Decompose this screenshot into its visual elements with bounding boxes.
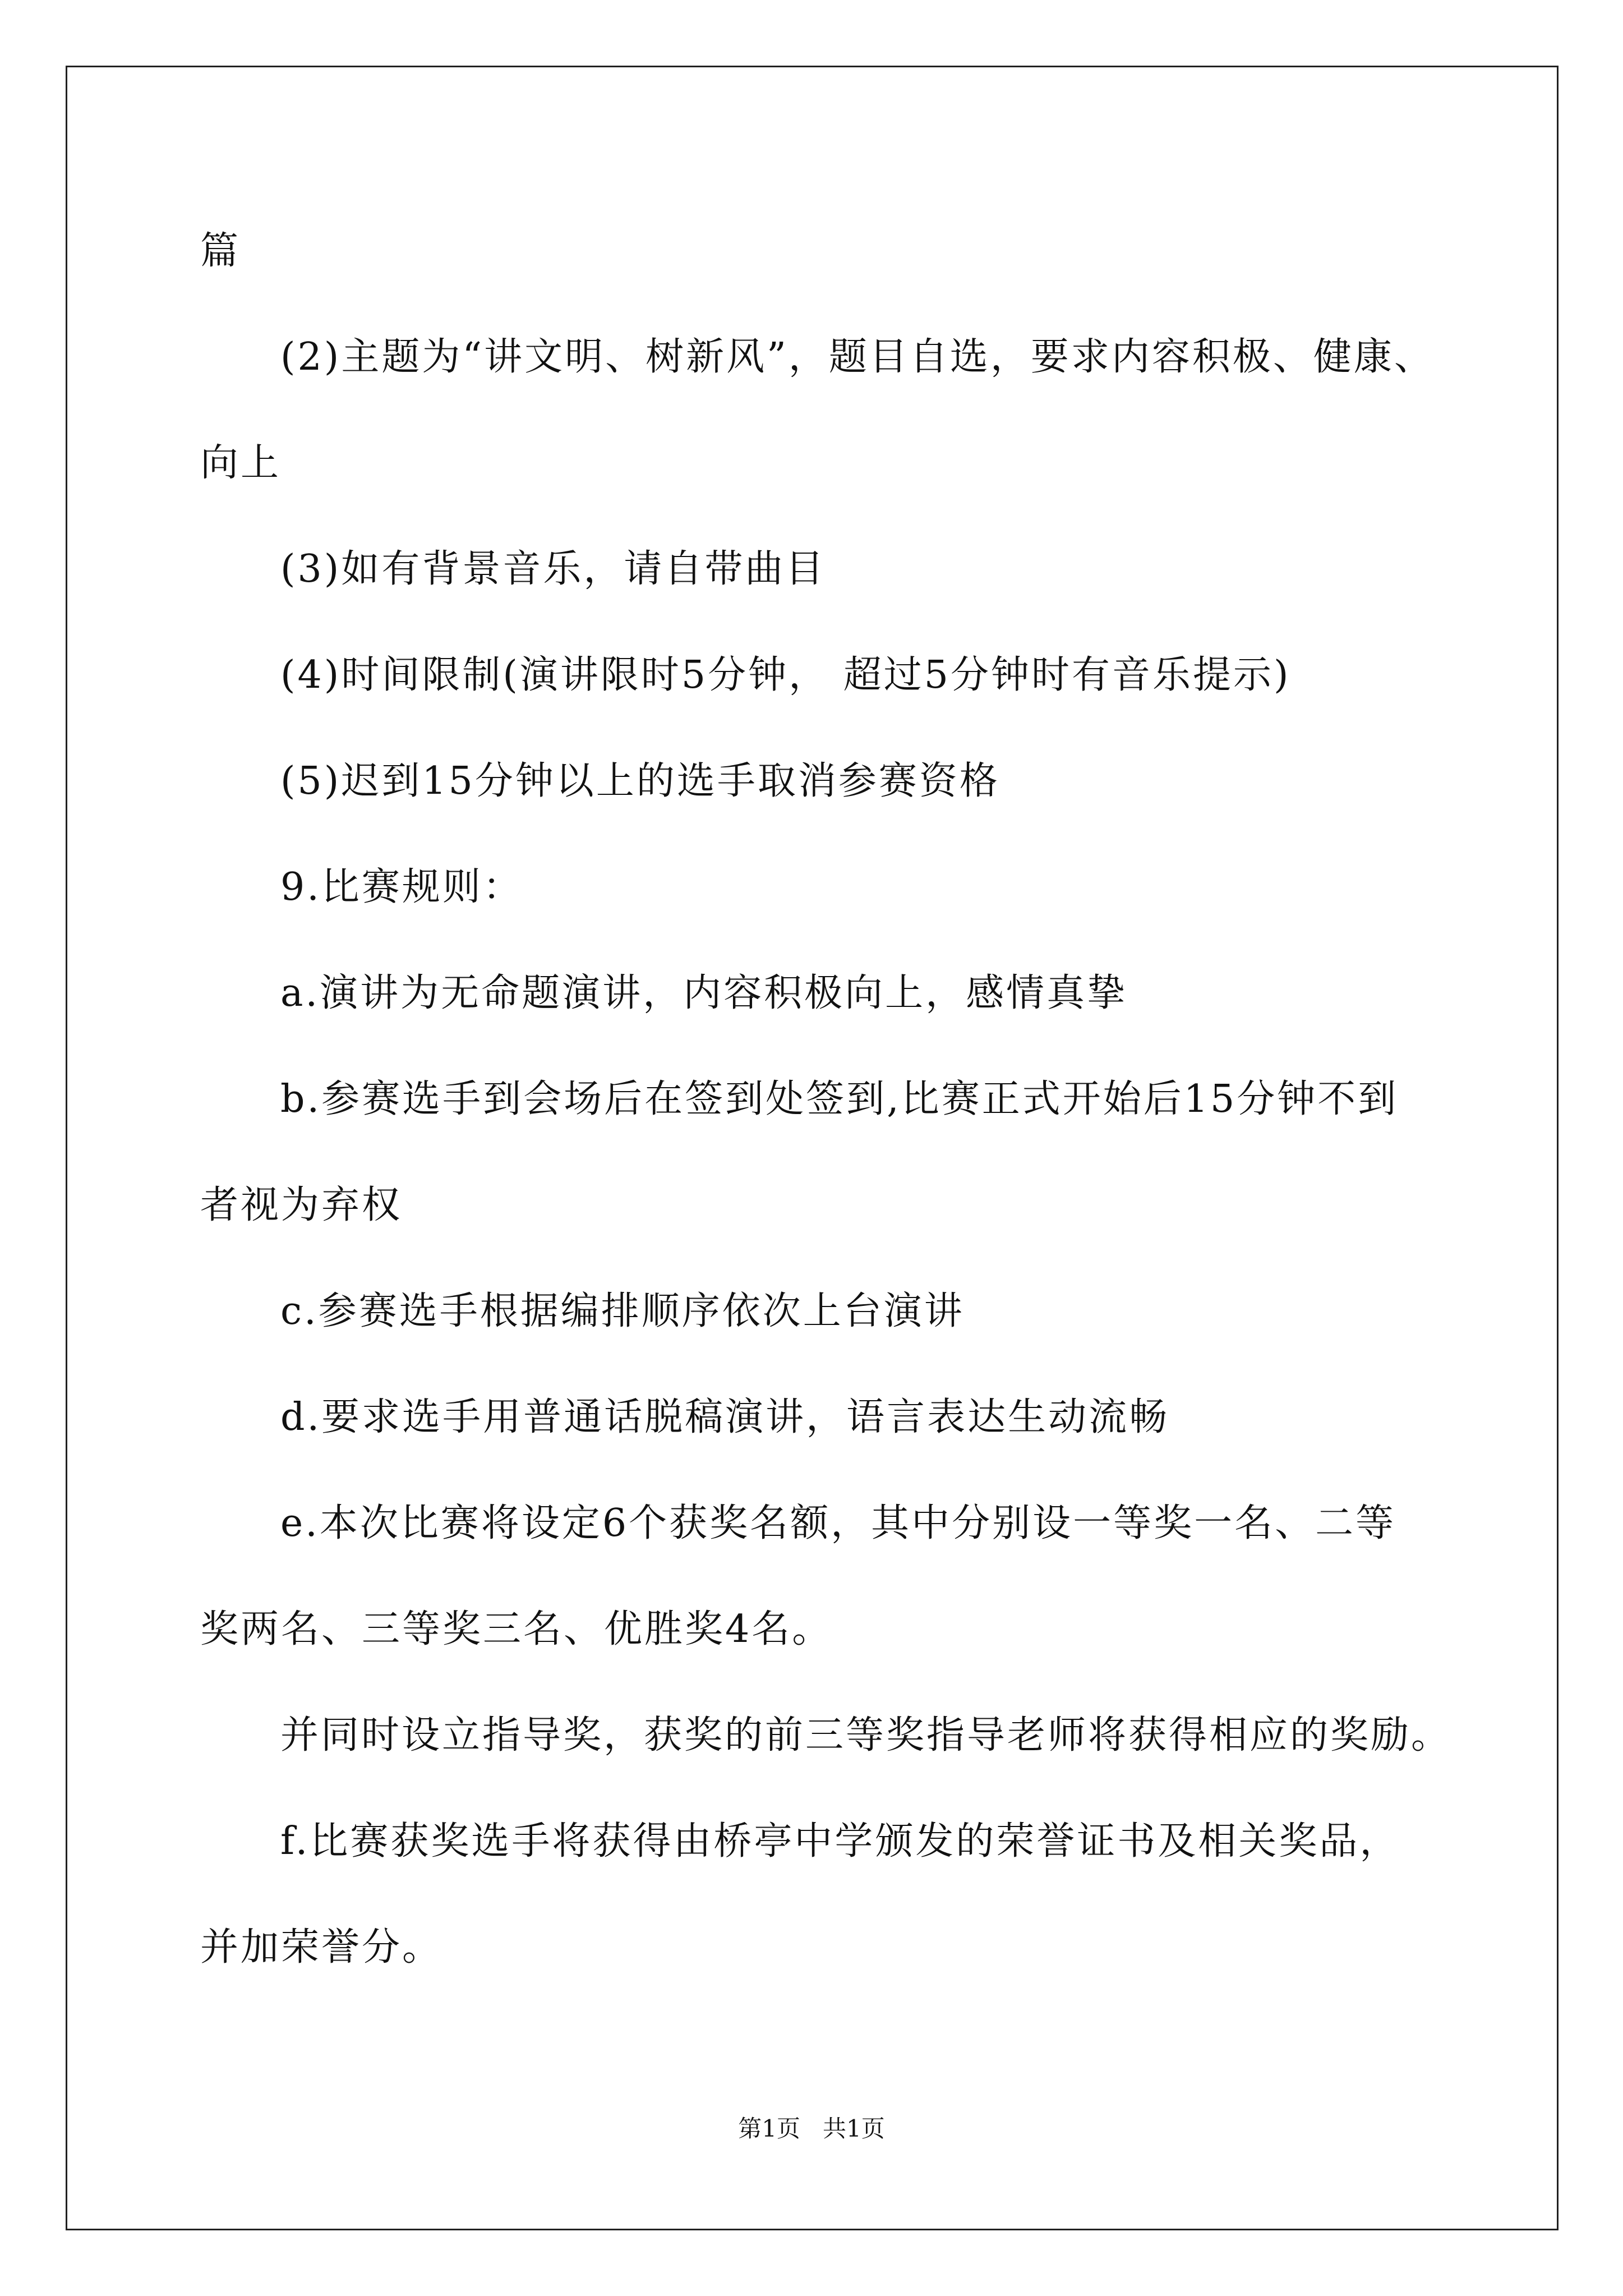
text-line-rule-e: e.本次比赛将设定6个获奖名额，其中分别设一等奖一名、二等 — [280, 1501, 1396, 1545]
text-line-item-5: (5)迟到15分钟以上的选手取消参赛资格 — [280, 759, 1000, 803]
text-line-item-2-cont: 向上 — [200, 441, 282, 485]
text-line-rule-f-cont: 并加荣誉分。 — [200, 1925, 443, 1970]
page-border — [66, 66, 1559, 2230]
text-line-rule-a: a.演讲为无命题演讲，内容积极向上，感情真挚 — [280, 971, 1128, 1015]
section-heading-rules: 9.比赛规则： — [280, 865, 523, 909]
text-line-rule-f: f.比赛获奖选手将获得由桥亭中学颁发的荣誉证书及相关奖品， — [280, 1819, 1400, 1864]
text-line-rule-d: d.要求选手用普通话脱稿演讲，语言表达生动流畅 — [280, 1395, 1170, 1439]
text-line-rule-c: c.参赛选手根据编排顺序依次上台演讲 — [280, 1289, 965, 1333]
page-number-footer: 第1页 共1页 — [738, 2115, 885, 2142]
text-line-rule-b: b.参赛选手到会场后在签到处签到,比赛正式开始后15分钟不到 — [280, 1077, 1399, 1121]
text-line-item-3: (3)如有背景音乐，请自带曲目 — [280, 547, 826, 591]
text-line-item-2: (2)主题为“讲文明、树新风”，题目自选，要求内容积极、健康、 — [280, 335, 1435, 379]
text-line-instructor-award: 并同时设立指导奖，获奖的前三等奖指导老师将获得相应的奖励。 — [280, 1713, 1452, 1757]
text-line-item-4: (4)时间限制(演讲限时5分钟， 超过5分钟时有音乐提示) — [280, 653, 1291, 697]
text-line-rule-b-cont: 者视为弃权 — [200, 1183, 403, 1227]
text-line-continuation: 篇 — [200, 229, 241, 273]
text-line-rule-e-cont: 奖两名、三等奖三名、优胜奖4名。 — [200, 1607, 833, 1651]
